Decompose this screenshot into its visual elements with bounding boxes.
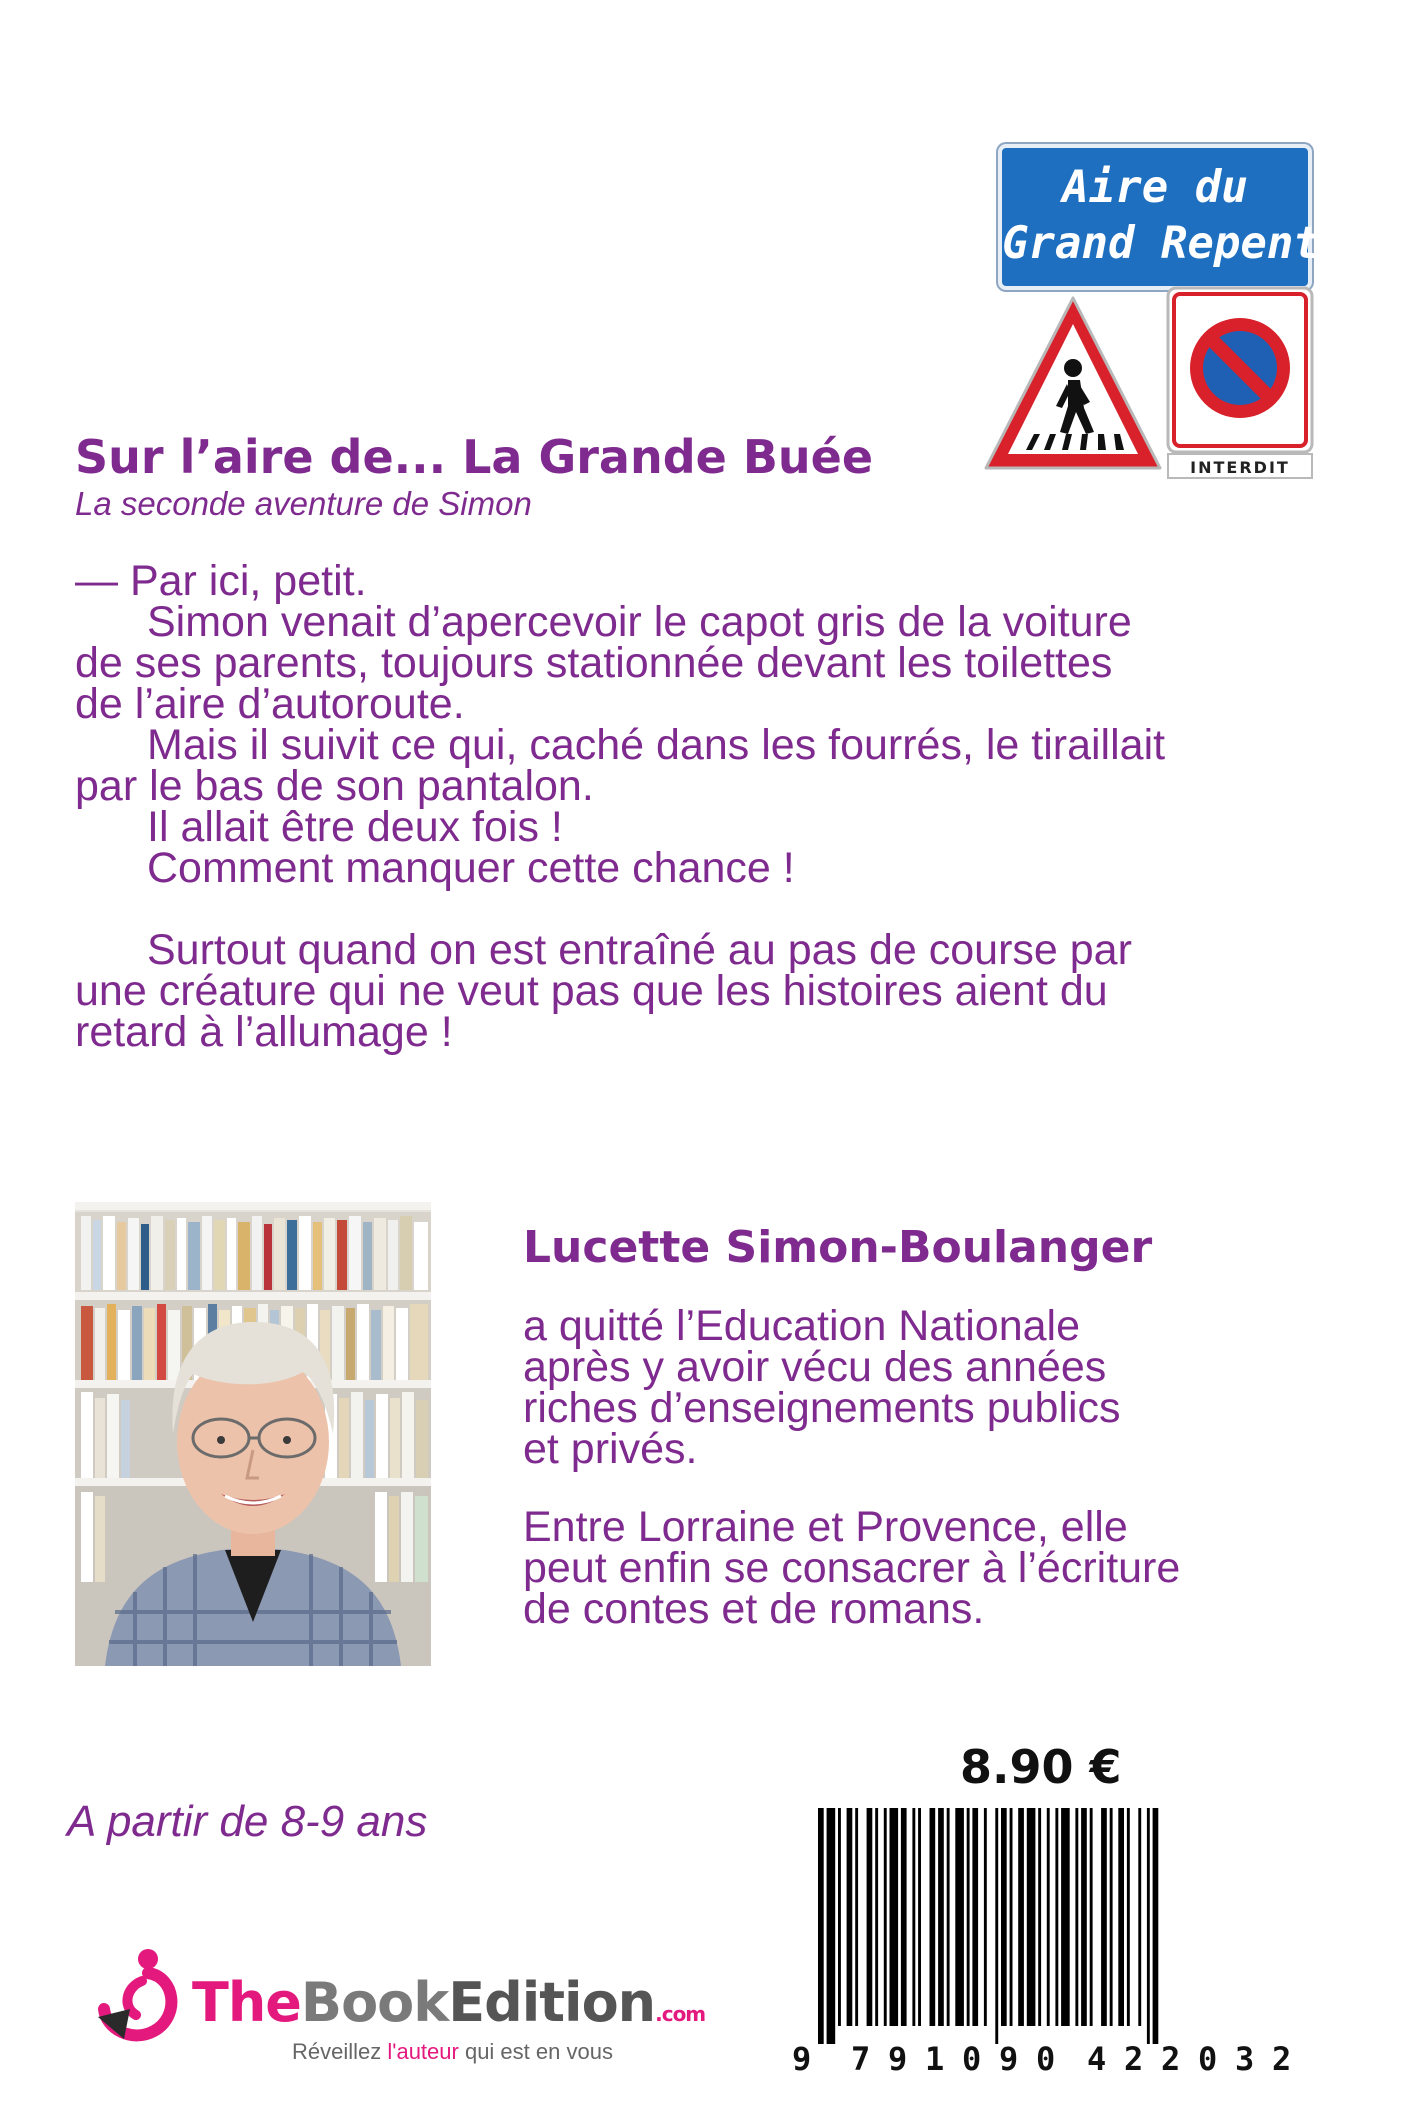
barcode-bar xyxy=(995,1808,998,2044)
tagline-after: qui est en vous xyxy=(458,2039,613,2064)
isbn-digits xyxy=(792,2040,1291,2078)
barcode-bar xyxy=(1110,1808,1113,2026)
no-parking-sign-icon xyxy=(1166,286,1314,480)
tagline-highlight: l'auteur xyxy=(387,2039,459,2064)
isbn-digit: 4 xyxy=(1087,2040,1107,2078)
isbn-digit: 0 xyxy=(962,2040,982,2078)
story-line: de l’aire d’autoroute. xyxy=(75,680,465,728)
barcode-bar xyxy=(972,1808,978,2026)
barcode-bar xyxy=(901,1808,907,2026)
barcode-bar xyxy=(1081,1808,1087,2026)
barcode-bar xyxy=(955,1808,964,2026)
barcode-bar xyxy=(938,1808,944,2026)
author-bio-line: riches d’enseignements publics xyxy=(523,1384,1121,1432)
story-line: par le bas de son pantalon. xyxy=(75,762,594,810)
author-bio-line: après y avoir vécu des années xyxy=(523,1343,1107,1391)
barcode-bar xyxy=(984,1808,987,2026)
author-photo xyxy=(75,1202,431,1666)
story-line: Simon venait d’apercevoir le capot gris de la voiture xyxy=(147,598,1132,646)
area-sign-line-2: Grand Repenti xyxy=(1002,218,1347,269)
barcode-bar xyxy=(875,1808,878,2026)
isbn-digit: 0 xyxy=(1036,2040,1056,2078)
story-line: retard à l’allumage ! xyxy=(75,1008,453,1056)
barcode-bar xyxy=(855,1808,858,2026)
barcode-bar xyxy=(918,1808,921,2026)
area-sign-line-1: Aire du xyxy=(1062,162,1248,213)
barcode-bar xyxy=(1101,1808,1107,2026)
publisher-logo-wordmark xyxy=(192,1971,705,2034)
author-bio-line: et privés. xyxy=(523,1425,698,1473)
logo-word-the: The xyxy=(192,1971,301,2034)
barcode-bars xyxy=(818,1808,1158,2044)
isbn-digit: 7 xyxy=(851,2040,871,2078)
isbn-digit: 9 xyxy=(999,2040,1019,2078)
story-line: Il allait être deux fois ! xyxy=(147,803,563,851)
isbn-barcode xyxy=(778,1808,1298,2078)
isbn-digit: 2 xyxy=(1124,2040,1144,2078)
barcode-bar xyxy=(1118,1808,1124,2026)
author-bio-line: Entre Lorraine et Provence, elle xyxy=(523,1503,1128,1551)
isbn-digit: 1 xyxy=(925,2040,945,2078)
pedestrian-crossing-sign-icon xyxy=(978,290,1168,480)
barcode-bar xyxy=(1090,1808,1093,2026)
story-line: de ses parents, toujours stationnée devant les toilettes xyxy=(75,639,1113,687)
isbn-digit: 2 xyxy=(1161,2040,1181,2078)
road-signs-illustration xyxy=(978,140,1347,490)
publisher-tagline xyxy=(292,2039,613,2065)
isbn-digit: 0 xyxy=(1198,2040,1218,2078)
book-subtitle: La seconde aventure de Simon xyxy=(75,485,532,522)
price-label: 8.90 € xyxy=(960,1740,1122,1794)
barcode-bar xyxy=(1061,1808,1070,2026)
barcode-bar xyxy=(912,1808,915,2026)
barcode-bar xyxy=(1138,1808,1141,2026)
area-name-sign xyxy=(998,144,1347,290)
barcode-bar xyxy=(1055,1808,1058,2026)
barcode-bar xyxy=(1153,1808,1159,2044)
barcode-bar xyxy=(827,1808,836,2044)
publisher-logo-icon xyxy=(96,1947,186,2047)
author-bio-line: peut enfin se consacrer à l’écriture xyxy=(523,1544,1181,1592)
barcode-bar xyxy=(1027,1808,1036,2026)
barcode-bar xyxy=(1127,1808,1130,2026)
barcode-bar xyxy=(847,1808,853,2026)
barcode-bar xyxy=(1047,1808,1050,2026)
barcode-bar xyxy=(884,1808,887,2026)
logo-word-book: Book xyxy=(300,1971,449,2034)
barcode-bar xyxy=(1038,1808,1041,2026)
story-line: Comment manquer cette chance ! xyxy=(147,844,795,892)
logo-word-suffix: .com xyxy=(655,2002,706,2026)
isbn-digit: 9 xyxy=(888,2040,908,2078)
logo-word-edition: Edition xyxy=(448,1971,656,2034)
author-bio xyxy=(523,1302,1181,1633)
barcode-bar xyxy=(1075,1808,1078,2026)
age-range: A partir de 8-9 ans xyxy=(67,1797,428,1846)
book-title: Sur l’aire de... La Grande Buée xyxy=(75,430,874,484)
barcode-bar xyxy=(930,1808,936,2026)
barcode-bar xyxy=(1147,1808,1150,2044)
author-name: Lucette Simon-Boulanger xyxy=(523,1222,1153,1273)
barcode-bar xyxy=(1018,1808,1024,2026)
story-line: Mais il suivit ce qui, caché dans les fourrés, le tiraillait xyxy=(147,721,1166,769)
author-bio-line: a quitté l’Education Nationale xyxy=(523,1302,1080,1350)
barcode-bar xyxy=(890,1808,899,2026)
story-line: une créature qui ne veut pas que les histoires aient du xyxy=(75,967,1108,1015)
no-parking-plate-text: INTERDIT xyxy=(1190,458,1290,477)
author-bio-line: de contes et de romans. xyxy=(523,1585,985,1633)
isbn-digit: 9 xyxy=(792,2040,812,2078)
tagline-before: Réveillez xyxy=(292,2039,388,2064)
story-excerpt xyxy=(75,557,1335,1056)
barcode-bar xyxy=(838,1808,841,2026)
isbn-digit: 2 xyxy=(1272,2040,1292,2078)
barcode-bar xyxy=(947,1808,950,2026)
barcode-bar xyxy=(1001,1808,1007,2026)
story-line: Surtout quand on est entraîné au pas de course par xyxy=(147,926,1132,974)
barcode-bar xyxy=(967,1808,970,2026)
barcode-bar xyxy=(867,1808,873,2026)
barcode-bar xyxy=(818,1808,824,2044)
story-line: — Par ici, petit. xyxy=(75,557,367,605)
isbn-digit: 3 xyxy=(1235,2040,1255,2078)
publisher-logo xyxy=(96,1945,706,2075)
barcode-bar xyxy=(1010,1808,1013,2026)
